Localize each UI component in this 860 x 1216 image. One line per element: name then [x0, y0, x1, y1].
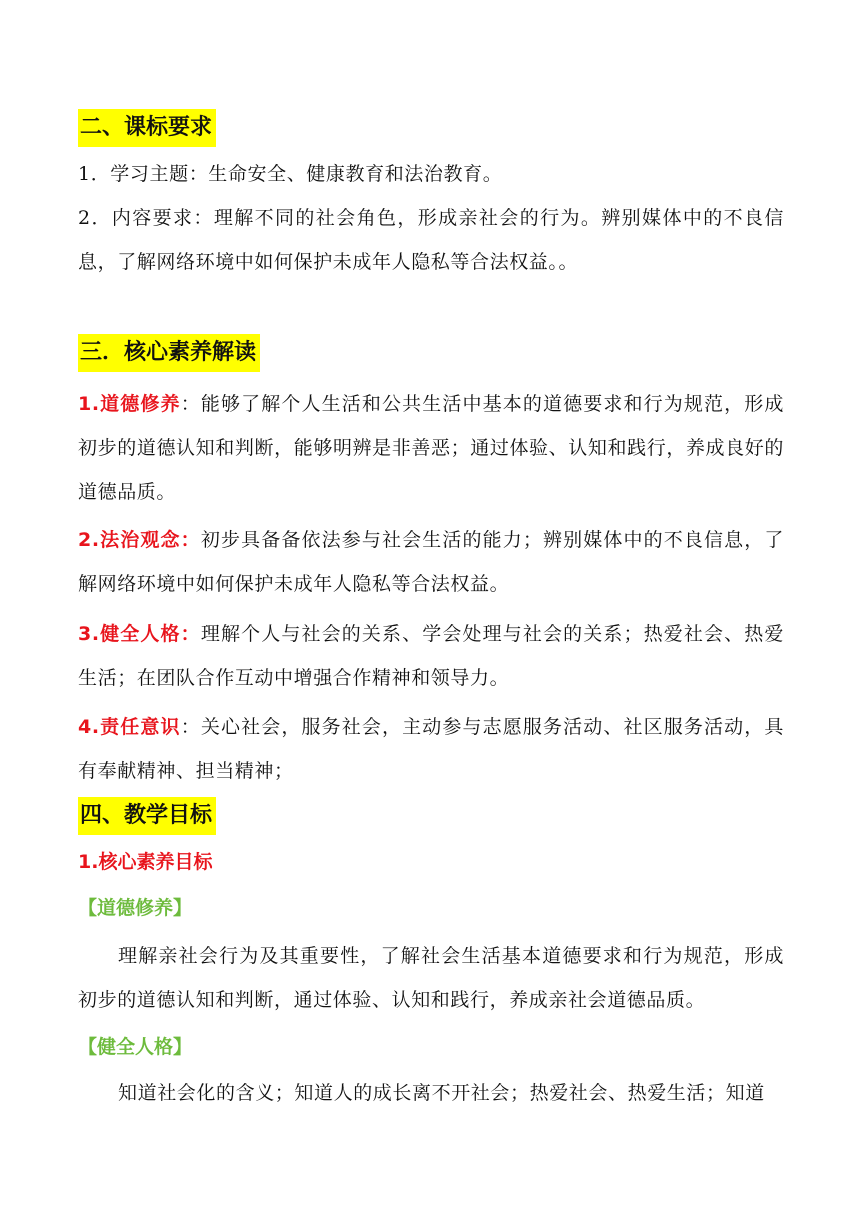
goal-label-morality: 【道德修养】: [78, 897, 193, 919]
literacy-item-lead: 2.法治观念：: [78, 529, 201, 551]
section-heading-teaching-goals: 四、教学目标: [78, 797, 216, 835]
literacy-item-text: 理解个人与社会的关系、学会处理与社会的关系；热爱社会、热爱生活；在团队合作互动中增强合作精神和领导力。: [78, 623, 784, 689]
literacy-item-text: ：能够了解个人生活和公共生活中基本的道德要求和行为规范，形成初步的道德认知和判断，能够明辨是非善恶；通过体验、认知和践行，养成良好的道德品质。: [78, 393, 784, 503]
literacy-item-lead: 3.健全人格：: [78, 623, 201, 645]
literacy-item-lead: 4.责任意识: [78, 716, 181, 738]
goal-label-personality: 【健全人格】: [78, 1036, 193, 1058]
standards-item-2: 2．内容要求：理解不同的社会角色，形成亲社会的行为。辨别媒体中的不良信息，了解网络环境中如何保护未成年人隐私等合法权益。。: [78, 207, 784, 273]
literacy-item-morality: [78, 382, 784, 514]
literacy-item-personality: [78, 612, 784, 700]
section-heading-core-literacy: 三．核心素养解读: [78, 334, 260, 372]
standards-item-1: 1．学习主题：生命安全、健康教育和法治教育。: [78, 163, 503, 185]
literacy-item-lead: 1.道德修养: [78, 393, 181, 415]
goal-text-morality: 理解亲社会行为及其重要性，了解社会生活基本道德要求和行为规范，形成初步的道德认知和判断，通过体验、认知和践行，养成亲社会道德品质。: [78, 945, 784, 1011]
teaching-goals-subheading: 1.核心素养目标: [78, 851, 213, 873]
goal-text-personality: 知道社会化的含义；知道人的成长离不开社会；热爱社会、热爱生活；知道: [118, 1082, 765, 1104]
literacy-item-text: 初步具备备依法参与社会生活的能力；辨别媒体中的不良信息，了解网络环境中如何保护未成年人隐私等合法权益。: [78, 529, 784, 595]
section-heading-standards: 二、课标要求: [78, 109, 216, 147]
literacy-item-responsibility: [78, 705, 784, 793]
literacy-item-law: [78, 518, 784, 606]
literacy-item-text: ：关心社会，服务社会，主动参与志愿服务活动、社区服务活动，具有奉献精神、担当精神；: [78, 716, 784, 782]
